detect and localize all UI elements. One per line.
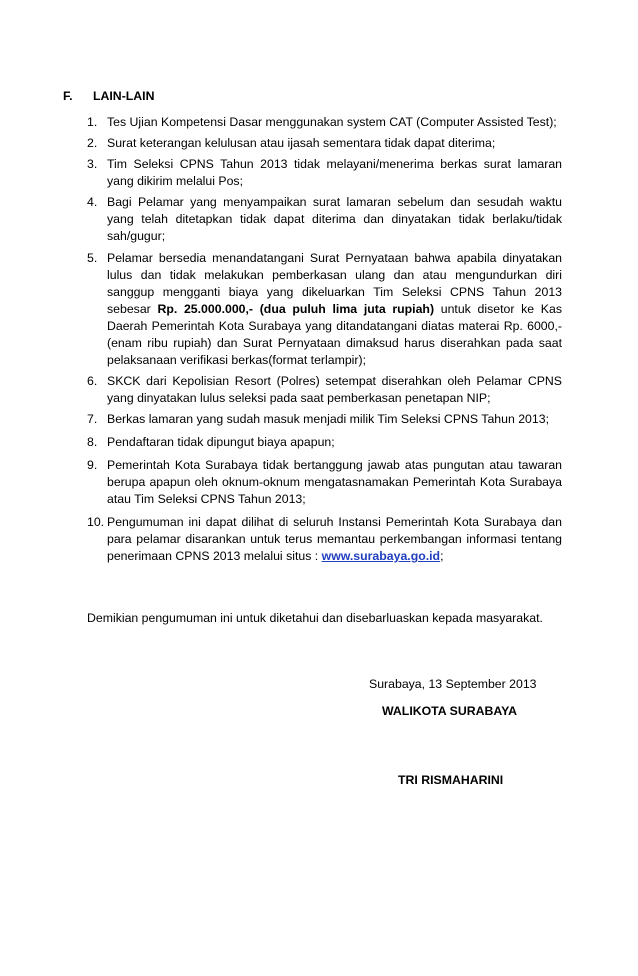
list-item	[87, 411, 562, 428]
item-text: Pemerintah Kota Surabaya tidak bertanggung jawab atas pungutan atau tawaran berupa apapun oleh oknum-oknum mengatasnamakan Pemerintah Kota Surabaya atau Tim Seleksi CPNS Tahun 2013;	[107, 458, 562, 506]
item-number: 9.	[87, 458, 98, 472]
section-letter: F.	[63, 89, 73, 103]
list-item	[87, 250, 562, 369]
list-item	[87, 514, 562, 565]
rules-list	[87, 114, 562, 565]
item-text: Tes Ujian Kompetensi Dasar menggunakan system CAT (Computer Assisted Test);	[107, 115, 557, 129]
list-item	[87, 114, 562, 131]
item-text: Berkas lamaran yang sudah masuk menjadi milik Tim Seleksi CPNS Tahun 2013;	[107, 412, 549, 426]
website-link[interactable]: www.surabaya.go.id	[321, 549, 441, 563]
item-number: 6.	[87, 374, 98, 388]
item-text: SKCK dari Kepolisian Resort (Polres) setempat diserahkan oleh Pelamar CPNS yang dinyatakan lulus seleksi pada saat pemberkasan penetapan NIP;	[107, 374, 562, 405]
section-heading	[63, 88, 154, 105]
item-text: Bagi Pelamar yang menyampaikan surat lamaran sebelum dan sesudah waktu yang telah ditetapkan tidak dapat diterima dan dinyatakan tidak berlaku/tidak sah/gugur;	[107, 195, 562, 243]
list-item	[87, 156, 562, 190]
list-item	[87, 194, 562, 245]
item-text: Surat keterangan kelulusan atau ijasah sementara tidak dapat diterima;	[107, 136, 496, 150]
item-text: ;	[440, 549, 444, 563]
item-number: 7.	[87, 412, 98, 426]
item-text: Tim Seleksi CPNS Tahun 2013 tidak melayani/menerima berkas surat lamaran yang dikirim melalui Pos;	[107, 157, 562, 188]
list-item	[87, 135, 562, 152]
item-number: 3.	[87, 157, 98, 171]
list-item	[87, 434, 562, 451]
fee-amount: Rp. 25.000.000,- (dua puluh lima juta rupiah)	[157, 302, 435, 316]
item-number: 8.	[87, 435, 98, 449]
item-text: untuk disetor ke Kas Daerah Pemerintah Kota Surabaya yang ditandatangani diatas materai Rp. 6000,- (enam ribu rupiah) dan Surat Pernyataan dimaksud harus diserahkan pada saat pelaksanaan verifikasi berkas(format terlampir);	[107, 302, 562, 367]
signature-name: TRI RISMAHARINI	[398, 773, 504, 787]
closing-statement: Demikian pengumuman ini untuk diketahui dan disebarluaskan kepada masyarakat.	[87, 611, 543, 625]
item-text: Pengumuman ini dapat dilihat di seluruh Instansi Pemerintah Kota Surabaya dan para pelamar disarankan untuk terus memantau perkembangan informasi tentang penerimaan CPNS 2013 melalui situs :	[107, 515, 562, 563]
list-item	[87, 373, 562, 407]
section-title: LAIN-LAIN	[93, 89, 155, 103]
item-number: 2.	[87, 136, 98, 150]
list-item	[87, 457, 562, 508]
signature-place-date: Surabaya, 13 September 2013	[369, 677, 537, 691]
signature-title: WALIKOTA SURABAYA	[382, 704, 518, 718]
item-text: Pelamar bersedia menandatangani Surat Pernyataan bahwa apabila dinyatakan lulus dan tidak melakukan pemberkasan ulang dan atau mengundurkan diri sanggup mengganti biaya yang dikeluarkan Tim Seleksi CPNS Tahun 2013 sebesar	[107, 251, 562, 316]
item-number: 10.	[87, 515, 105, 529]
item-number: 5.	[87, 251, 98, 265]
item-text: Pendaftaran tidak dipungut biaya apapun;	[107, 435, 335, 449]
item-number: 4.	[87, 195, 98, 209]
item-number: 1.	[87, 115, 98, 129]
